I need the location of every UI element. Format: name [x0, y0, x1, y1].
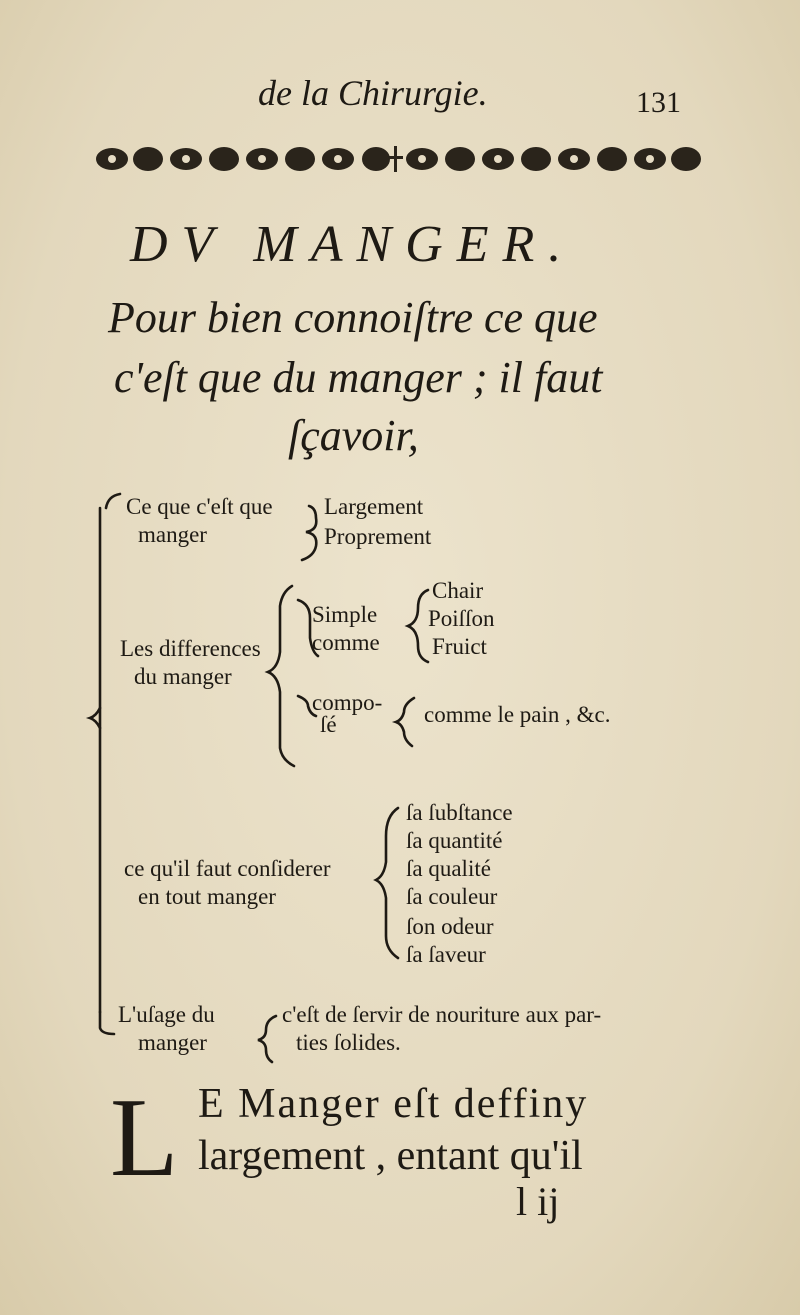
considerations-label-line-1: ce qu'il faut conſiderer: [124, 856, 331, 881]
consideration-item-6: ſa ſaveur: [406, 942, 486, 967]
simple-item-chair: Chair: [432, 578, 484, 603]
consideration-item-4: ſa couleur: [406, 884, 498, 909]
running-title: de la Chirurgie.: [258, 73, 488, 113]
consideration-item-3: ſa qualité: [406, 856, 491, 881]
compose-example: comme le pain , &c.: [424, 702, 611, 727]
simple-item-poisson: Poiſſon: [428, 606, 495, 631]
usage-label-line-1: L'uſage du: [118, 1002, 215, 1027]
differences-label-line-1: Les differences: [120, 636, 261, 661]
definition-option-2: Proprement: [324, 524, 432, 549]
usage-text-line-2: ties ſolides.: [296, 1030, 401, 1055]
simple-item-fruict: Fruict: [432, 634, 487, 659]
intro-line-2: c'eſt que du manger ; il faut: [114, 353, 603, 402]
body-line-2: largement , entant qu'il: [198, 1133, 583, 1179]
consideration-item-2: ſa quantité: [406, 828, 503, 853]
intro-line-1: Pour bien connoiſtre ce que: [108, 293, 598, 342]
simple-label-line-2: comme: [312, 630, 380, 655]
consideration-item-1: ſa ſubſtance: [406, 800, 513, 825]
compose-label-line-1: compo-: [312, 690, 383, 715]
compose-label-line-2: ſé: [320, 712, 337, 737]
differences-label-line-2: du manger: [134, 664, 232, 689]
usage-label-line-2: manger: [138, 1030, 207, 1055]
definition-term-line-1: Ce que c'eſt que: [126, 494, 273, 519]
simple-label-line-1: Simple: [312, 602, 378, 627]
intro-line-3: ſçavoir,: [288, 411, 419, 460]
definition-option-1: Largement: [324, 494, 424, 519]
signature-mark: l ij: [516, 1179, 560, 1224]
usage-text-line-1: c'eſt de ſervir de nouriture aux par-: [282, 1002, 602, 1027]
definition-term-line-2: manger: [138, 522, 207, 547]
considerations-label-line-2: en tout manger: [138, 884, 276, 909]
consideration-item-5: ſon odeur: [406, 914, 494, 939]
drop-cap: L: [110, 1076, 179, 1200]
body-line-1: E Manger eſt deffiny: [198, 1081, 589, 1127]
chapter-title: DV MANGER.: [130, 216, 576, 273]
page-number: 131: [636, 86, 681, 119]
